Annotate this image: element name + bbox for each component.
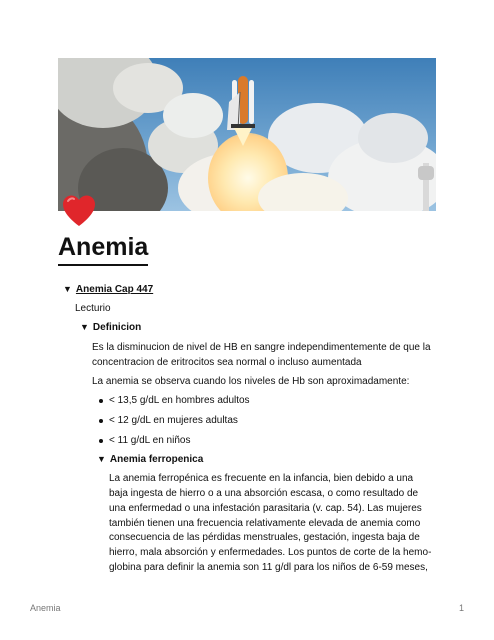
toggle-anemia-ferropenica[interactable] (97, 452, 203, 467)
paragraph-line: también tienen una frecuencia relativamente elevada de anemia como (109, 518, 421, 529)
smoke-cloud (163, 93, 223, 138)
list-item: < 12 g/dL en mujeres adultas (109, 415, 238, 426)
smoke-cloud (358, 113, 428, 163)
paragraph-line: La anemia ferropénica es frecuente en la infancia, bien debido a una (109, 473, 414, 484)
ferropenica-heading: Anemia ferropenica (109, 454, 204, 465)
toggle-triangle-icon: ▼ (97, 454, 106, 464)
section-title: Anemia Cap 447 (75, 284, 154, 295)
list-item: < 11 g/dL en niños (109, 435, 191, 446)
toggle-definicion[interactable] (80, 320, 141, 335)
paragraph-line: globina para definir la anemia son 11 g/dl para los niños de 6-59 meses, (109, 562, 428, 573)
page-title: Anemia (58, 232, 148, 266)
section-subtitle: Lecturio (75, 303, 111, 314)
paragraph-line: hierro, mala absorción y enfermedades. Los puntos de corte de la hemo- (109, 547, 432, 558)
toggle-triangle-icon: ▼ (80, 322, 89, 332)
toggle-triangle-icon: ▼ (63, 284, 72, 294)
paragraph-line: La anemia se observa cuando los niveles de Hb son aproximadamente: (92, 376, 410, 387)
paragraph-line: concentracion de eritrocitos sea normal o incluso aumentada (92, 357, 362, 368)
heart-icon (61, 193, 97, 229)
paragraph-line: baja ingesta de hierro o a una absorción escasa, o como resultado de (109, 488, 419, 499)
paragraph-line: una enfermedad o una infestación parasitaria (v. cap. 54). Las mujeres (109, 503, 422, 514)
bullet-dot (99, 439, 103, 443)
tower-tank (418, 166, 434, 180)
bullet-dot (99, 419, 103, 423)
footer-title: Anemia (30, 603, 61, 613)
paragraph-line: consecuencia de las pérdidas menstruales, gestación, ingesta baja de (109, 532, 420, 543)
page-number: 1 (459, 603, 465, 613)
toggle-anemia-cap[interactable] (63, 282, 153, 297)
definicion-heading: Definicion (92, 322, 142, 333)
cover-image (58, 58, 436, 211)
bullet-dot (99, 399, 103, 403)
space-shuttle (222, 68, 262, 148)
list-item: < 13,5 g/dL en hombres adultos (109, 395, 250, 406)
paragraph-line: Es la disminucion de nivel de HB en sangre independimentemente de que la (92, 342, 431, 353)
